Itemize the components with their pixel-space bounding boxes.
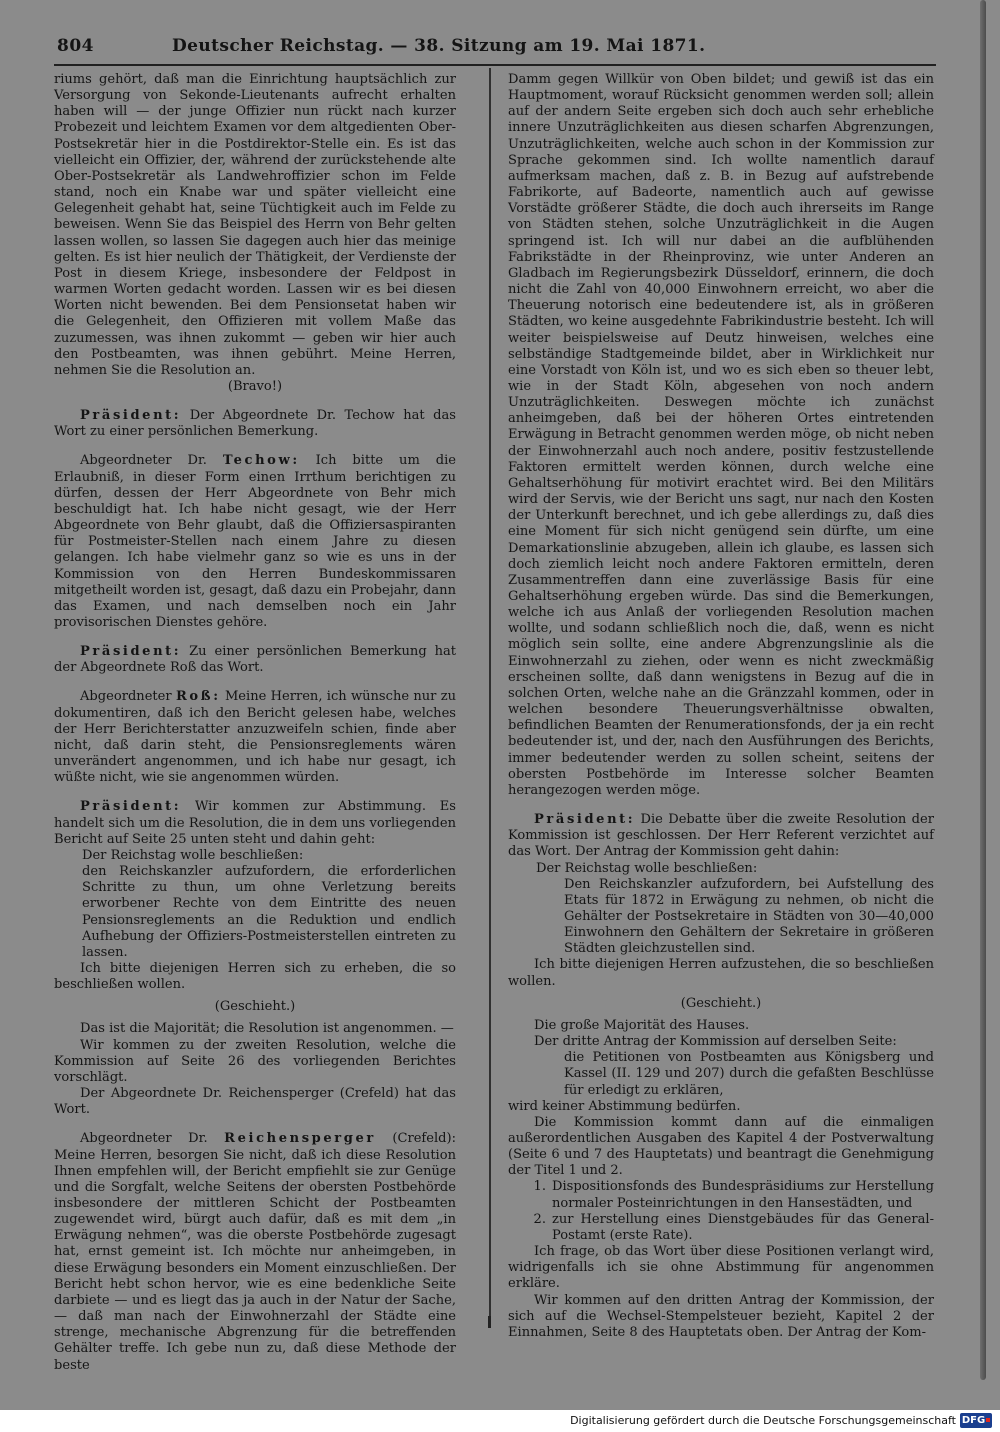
speaker-title: Abgeordneter Dr. — [80, 453, 223, 469]
body-paragraph: Damm gegen Willkür von Oben bildet; und gewiß ist das ein Hauptmoment, worauf Rücksicht genommen werden soll; allein auf der andern Seite ergeben sich doch auch sehr erhebliche innere Unzuträglichkeiten aus diesen scharfen Abgrenzungen, Unzuträglichkeiten, welche auch schon in der Kommission zur Sprache gekommen sind. Ich wollte namentlich darauf aufmerksam machen, daß z. B. in Bezug auf aufstrebende Fabrikorte, auf Badeorte, namentlich auch auf gewisse Vorstädte größerer Städte, die doch auch ihrerseits im Range von Städten stehen, solche Unzuträglichkeit in die Augen springend ist. Ich will nur dabei an die aufblühenden Fabrikstädte in der Rheinprovinz, wie unter Anderen an Gladbach im Regierungsbezirk Düsseldorf, erinnern, die doch nicht die Zahl von 40,000 Einwohnern erreicht, wo aber die Theuerung notorisch eine bedeutendere ist, als in größeren Städten, wo keine ausgedehnte Fabrikindustrie besteht. Ich will weiter beispielsweise auf Deutz hinweisen, welches eine selbständige Stadtgemeinde bildet, aber in Wirklichkeit nur eine Vorstadt von Köln ist, und wo es sich eben so theuer lebt, wie in der Stadt Köln, abgesehen von noch andern Unzuträglichkeiten. Deswegen möchte ich zunächst anheimgeben, daß bei der höheren Ortes eintretenden Erwägung in Betracht genommen werden möge, ob nicht neben der Einwohnerzahl auch noch andere, positiv festzustellende Faktoren ermittelt werden können, durch welche eine Gehaltserhöhung für motivirt erachtet wird. Bei den Militärs wird der Servis, wie der Bericht uns sagt, nur nach den Kosten der Unterkunft berechnet, und ich gebe allerdings zu, daß dies eine Moment für sich nicht genügend sein dürfte, um eine Demarkationslinie abzugeben, allein ich glaube, es lassen sich doch ziemlich leicht noch andere Faktoren ermitteln, deren Zusammentreffen dann eine zuverlässige Basis für eine Gehaltserhöhung ergeben würde. Das sind die Bemerkungen, welche ich aus Anlaß der vorliegenden Resolution machen wollte, und sodann schließlich noch die, daß, wenn es nicht möglich sein sollte, eine andere Abgrenzungslinie als die Einwohnerzahl zu ziehen, oder wenn es nicht zweckmäßig erscheinen sollte, daß dann wenigstens in Bezug auf die in solchen Orten, welche nahe an die Gränzzahl kommen, oder in welchen besondere Theuerungsverhältnisse obwalten, befindlichen Beamten der Renumerationsfonds, der ja ein recht bedeutender ist, und der, nach den Ausführungen des Berichts, immer bedeutender werden zu sollen scheint, seitens der obersten Postbehörde im Interesse solcher Beamten herangezogen werden möge. — [508, 72, 934, 798]
motion-text: Der Reichstag wolle beschließen: — [82, 847, 304, 863]
stage-direction: (Geschieht.) — [214, 999, 296, 1015]
body-paragraph: Wir kommen auf den dritten Antrag der Kommission, der sich auf die Wechsel-Stempelsteuer bezieht, Kapitel 2 der Einnahmen, Seite 8 des Hauptetats oben. Der Antrag der Kom- — [508, 1292, 934, 1340]
speaker-name: Reichensperger — [224, 1131, 376, 1147]
speech-paragraph — [54, 453, 456, 631]
list-number: 1. — [533, 1179, 546, 1195]
page-edge-shadow — [980, 0, 986, 1380]
speech-paragraph — [54, 408, 456, 440]
header-rule — [54, 64, 936, 66]
speech-text: Zu einer persönlichen Bemerkung hat der Abgeordnete Roß das Wort. — [54, 644, 456, 676]
page-header — [57, 36, 939, 58]
body-paragraph: Ich frage, ob das Wort über diese Positionen verlangt wird, widrigenfalls ich sie ohne Abstimmung für angenommen erkläre. — [508, 1244, 934, 1292]
paragraph-spacer — [508, 799, 934, 812]
speech-text: Die Debatte über die zweite Resolution der Kommission ist geschlossen. Der Herr Referent verzichtet auf das Wort. Der Antrag der Kommission geht dahin: — [508, 812, 934, 860]
speaker-title: Abgeordneter — [80, 689, 176, 705]
speaker-name: Präsident: — [80, 644, 182, 660]
column-divider-end — [488, 1316, 491, 1328]
dfg-logo-dot — [986, 1418, 990, 1422]
paragraph-spacer — [54, 440, 456, 453]
body-paragraph: wird keiner Abstimmung bedürfen. — [508, 1098, 741, 1114]
dfg-logo — [960, 1413, 992, 1428]
speech-text: Wir kommen zur Abstimmung. Es handelt sich um die Resolution, die in dem uns vorliegenden Bericht auf Seite 25 unten steht und dahin geht: — [54, 799, 456, 847]
motion-text: Der Reichstag wolle beschließen: — [536, 860, 758, 876]
speaker-constituency: (Crefeld): — [375, 1131, 456, 1147]
speech-text: Der Abgeordnete Dr. Techow hat das Wort zu einer persönlichen Bemerkung. — [54, 408, 456, 440]
left-column — [54, 72, 456, 1374]
speech-paragraph — [54, 799, 456, 847]
speech-text: Meine Herren, besorgen Sie nicht, daß ich diese Resolution Ihnen empfehlen will, der Bericht empfiehlt sie zur Genüge und die Sorgfalt, welche Seitens der obersten Postbehörde insbesondere der mittleren Schicht der Postbeamten zugewendet wird, bürgt auch dafür, daß es mit dem „in Erwägung nehmen“, was die oberste Postbehörde zugesagt hat, ernst gemeint ist. Ich möchte nur anheimgeben, in diese Erwägung besonders ein Moment einzuschließen. Der Bericht hebt schon hervor, wie es eine bedenkliche Seite darbiete — und es liegt das ja auch in der Natur der Sache, — daß man nach der Einwohnerzahl der Städte eine strenge, mechanische Abgrenzung für die betreffenden Gehälter treffe. Ich gebe nun zu, daß diese Methode der beste — [54, 1147, 456, 1373]
body-paragraph: Ich bitte diejenigen Herren aufzustehen, die so beschließen wollen. — [508, 957, 934, 989]
speech-paragraph — [54, 644, 456, 676]
motion-text: den Reichskanzler aufzufordern, die erforderlichen Schritte zu thun, um ohne Verletzung bereits erworbener Rechte von dem Eintritte des neuen Pensionsreglements an die Reduktion und endlich Aufhebung der Offiziers-Postmeisterstellen eintreten zu lassen. — [82, 864, 456, 960]
column-divider — [489, 68, 491, 1326]
speech-paragraph — [54, 1131, 456, 1373]
speech-paragraph — [508, 812, 934, 860]
paragraph-spacer — [54, 676, 456, 689]
motion-text: Den Reichskanzler aufzufordern, bei Aufstellung des Etats für 1872 in Erwägung zu nehmen, ob nicht die Gehälter der Postsekretaire in Städten von 30—40,000 Einwohnern den Gehältern der Sekretaire in größeren Städten gleichzustellen sind. — [564, 876, 934, 957]
funding-notice: Digitalisierung gefördert durch die Deutsche Forschungsgemeinschaft — [570, 1414, 956, 1427]
running-title: Deutscher Reichstag. — 38. Sitzung am 19. Mai 1871. — [172, 36, 706, 56]
stage-direction: (Geschieht.) — [680, 995, 762, 1011]
right-column — [508, 72, 934, 1341]
speech-paragraph — [54, 689, 456, 786]
paragraph-spacer — [54, 631, 456, 644]
speaker-name: Präsident: — [534, 812, 636, 828]
speaker-name: Roß: — [175, 689, 221, 705]
dfg-logo-text: DFG — [961, 1415, 986, 1426]
speaker-name: Techow: — [222, 453, 300, 469]
body-paragraph: Die große Majorität des Hauses. — [534, 1017, 750, 1033]
speaker-name: Präsident: — [80, 408, 182, 424]
body-paragraph: Der dritte Antrag der Kommission auf derselben Seite: — [534, 1034, 897, 1050]
paragraph-spacer — [54, 786, 456, 799]
footer-bar — [0, 1410, 1000, 1432]
body-paragraph: riums gehört, daß man die Einrichtung hauptsächlich zur Versorgung von Sekonde-Lieutenants aufrecht erhalten haben will — der junge Offizier nun rückt nach kurzer Probezeit und leichtem Examen vor dem altgedienten Ober-Postsekretär hier in die Postdirektor-Stelle ein. Es ist das vielleicht ein Offizier, der, während der zurückstehende alte Ober-Postsekretär als Landwehroffizier schon im Felde stand, noch ein Knabe war und später vielleicht eine Gelegenheit gehabt hat, seine Tüchtigkeit auch im Felde zu beweisen. Wenn Sie das Beispiel des Herrn von Behr gelten lassen wollen, so lassen Sie dagegen auch hier das meinige gelten. Es ist hier neulich der Thätigkeit, der Verdienste der Post in diesem Kriege, insbesondere der Feldpost in warmen Worten gedacht worden. Lassen wir es bei diesen Worten nicht bewenden. Bei dem Pensionsetat haben wir die Gelegenheit, den Offizieren mit vollem Maße das zuzumessen, was ihnen zukommt — geben wir hier auch den Postbeamten, was ihnen gebührt. Meine Herren, nehmen Sie die Resolution an. — [54, 72, 456, 378]
speaker-name: Präsident: — [80, 799, 182, 815]
paragraph-spacer — [54, 395, 456, 408]
body-paragraph: Wir kommen zu der zweiten Resolution, welche die Kommission auf Seite 26 des vorliegenden Berichtes vorschlägt. — [54, 1037, 456, 1085]
body-paragraph: Ich bitte diejenigen Herren sich zu erheben, die so beschließen wollen. — [54, 960, 456, 993]
stage-direction: (Bravo!) — [227, 378, 283, 394]
paragraph-spacer — [54, 1118, 456, 1131]
list-text: zur Herstellung eines Dienstgebäudes für das General-Postamt (erste Rate). — [552, 1211, 934, 1243]
speaker-title: Abgeordneter Dr. — [80, 1131, 225, 1147]
body-paragraph: Das ist die Majorität; die Resolution ist angenommen. — — [80, 1021, 454, 1037]
list-item — [508, 1179, 934, 1211]
page-number: 804 — [57, 36, 94, 56]
list-item — [508, 1212, 934, 1244]
body-paragraph: Der Abgeordnete Dr. Reichensperger (Crefeld) hat das Wort. — [54, 1086, 456, 1118]
speech-text: Meine Herren, ich wünsche nur zu dokumentiren, daß ich den Bericht gelesen habe, welches der Herr Berichterstatter anzuzweifeln schien, finde aber nicht, daß darin steht, die Pensionsreglements wären unverändert angenommen, und ich habe nur gesagt, ich wüßte nicht, wie sie angenommen würden. — [54, 689, 456, 786]
list-number: 2. — [533, 1211, 546, 1227]
list-text: Dispositionsfonds des Bundespräsidiums zur Herstellung normaler Posteinrichtungen in den Hansestädten, und — [552, 1179, 934, 1211]
speech-text: Ich bitte um die Erlaubniß, in dieser Form einen Irrthum berichtigen zu dürfen, dessen der Herr Abgeordnete von Behr mich beschuldigt hat. Ich habe nicht gesagt, wie der Herr Abgeordnete von Behr glaubt, daß die Offiziersaspiranten für Postmeister-Stellen nach einem Jahre zu diesen gelangen. Ich habe vielmehr ganz so wie es uns in der Kommission von den Herren Bundeskommissaren mitgetheilt worden ist, gesagt, daß dazu ein Probejahr, dann das Examen, und nach demselben noch ein Jahr provisorischen Dienstes gehöre. — [54, 453, 456, 630]
motion-text: die Petitionen von Postbeamten aus Königsberg und Kassel (II. 129 und 207) durch die gefaßten Beschlüsse für erledigt zu erklären, — [564, 1050, 934, 1098]
body-paragraph: Die Kommission kommt dann auf die einmaligen außerordentlichen Ausgaben des Kapitel 4 der Postverwaltung (Seite 6 und 7 des Hauptetats) und beantragt die Genehmigung der Titel 1 und 2. — [508, 1114, 934, 1179]
